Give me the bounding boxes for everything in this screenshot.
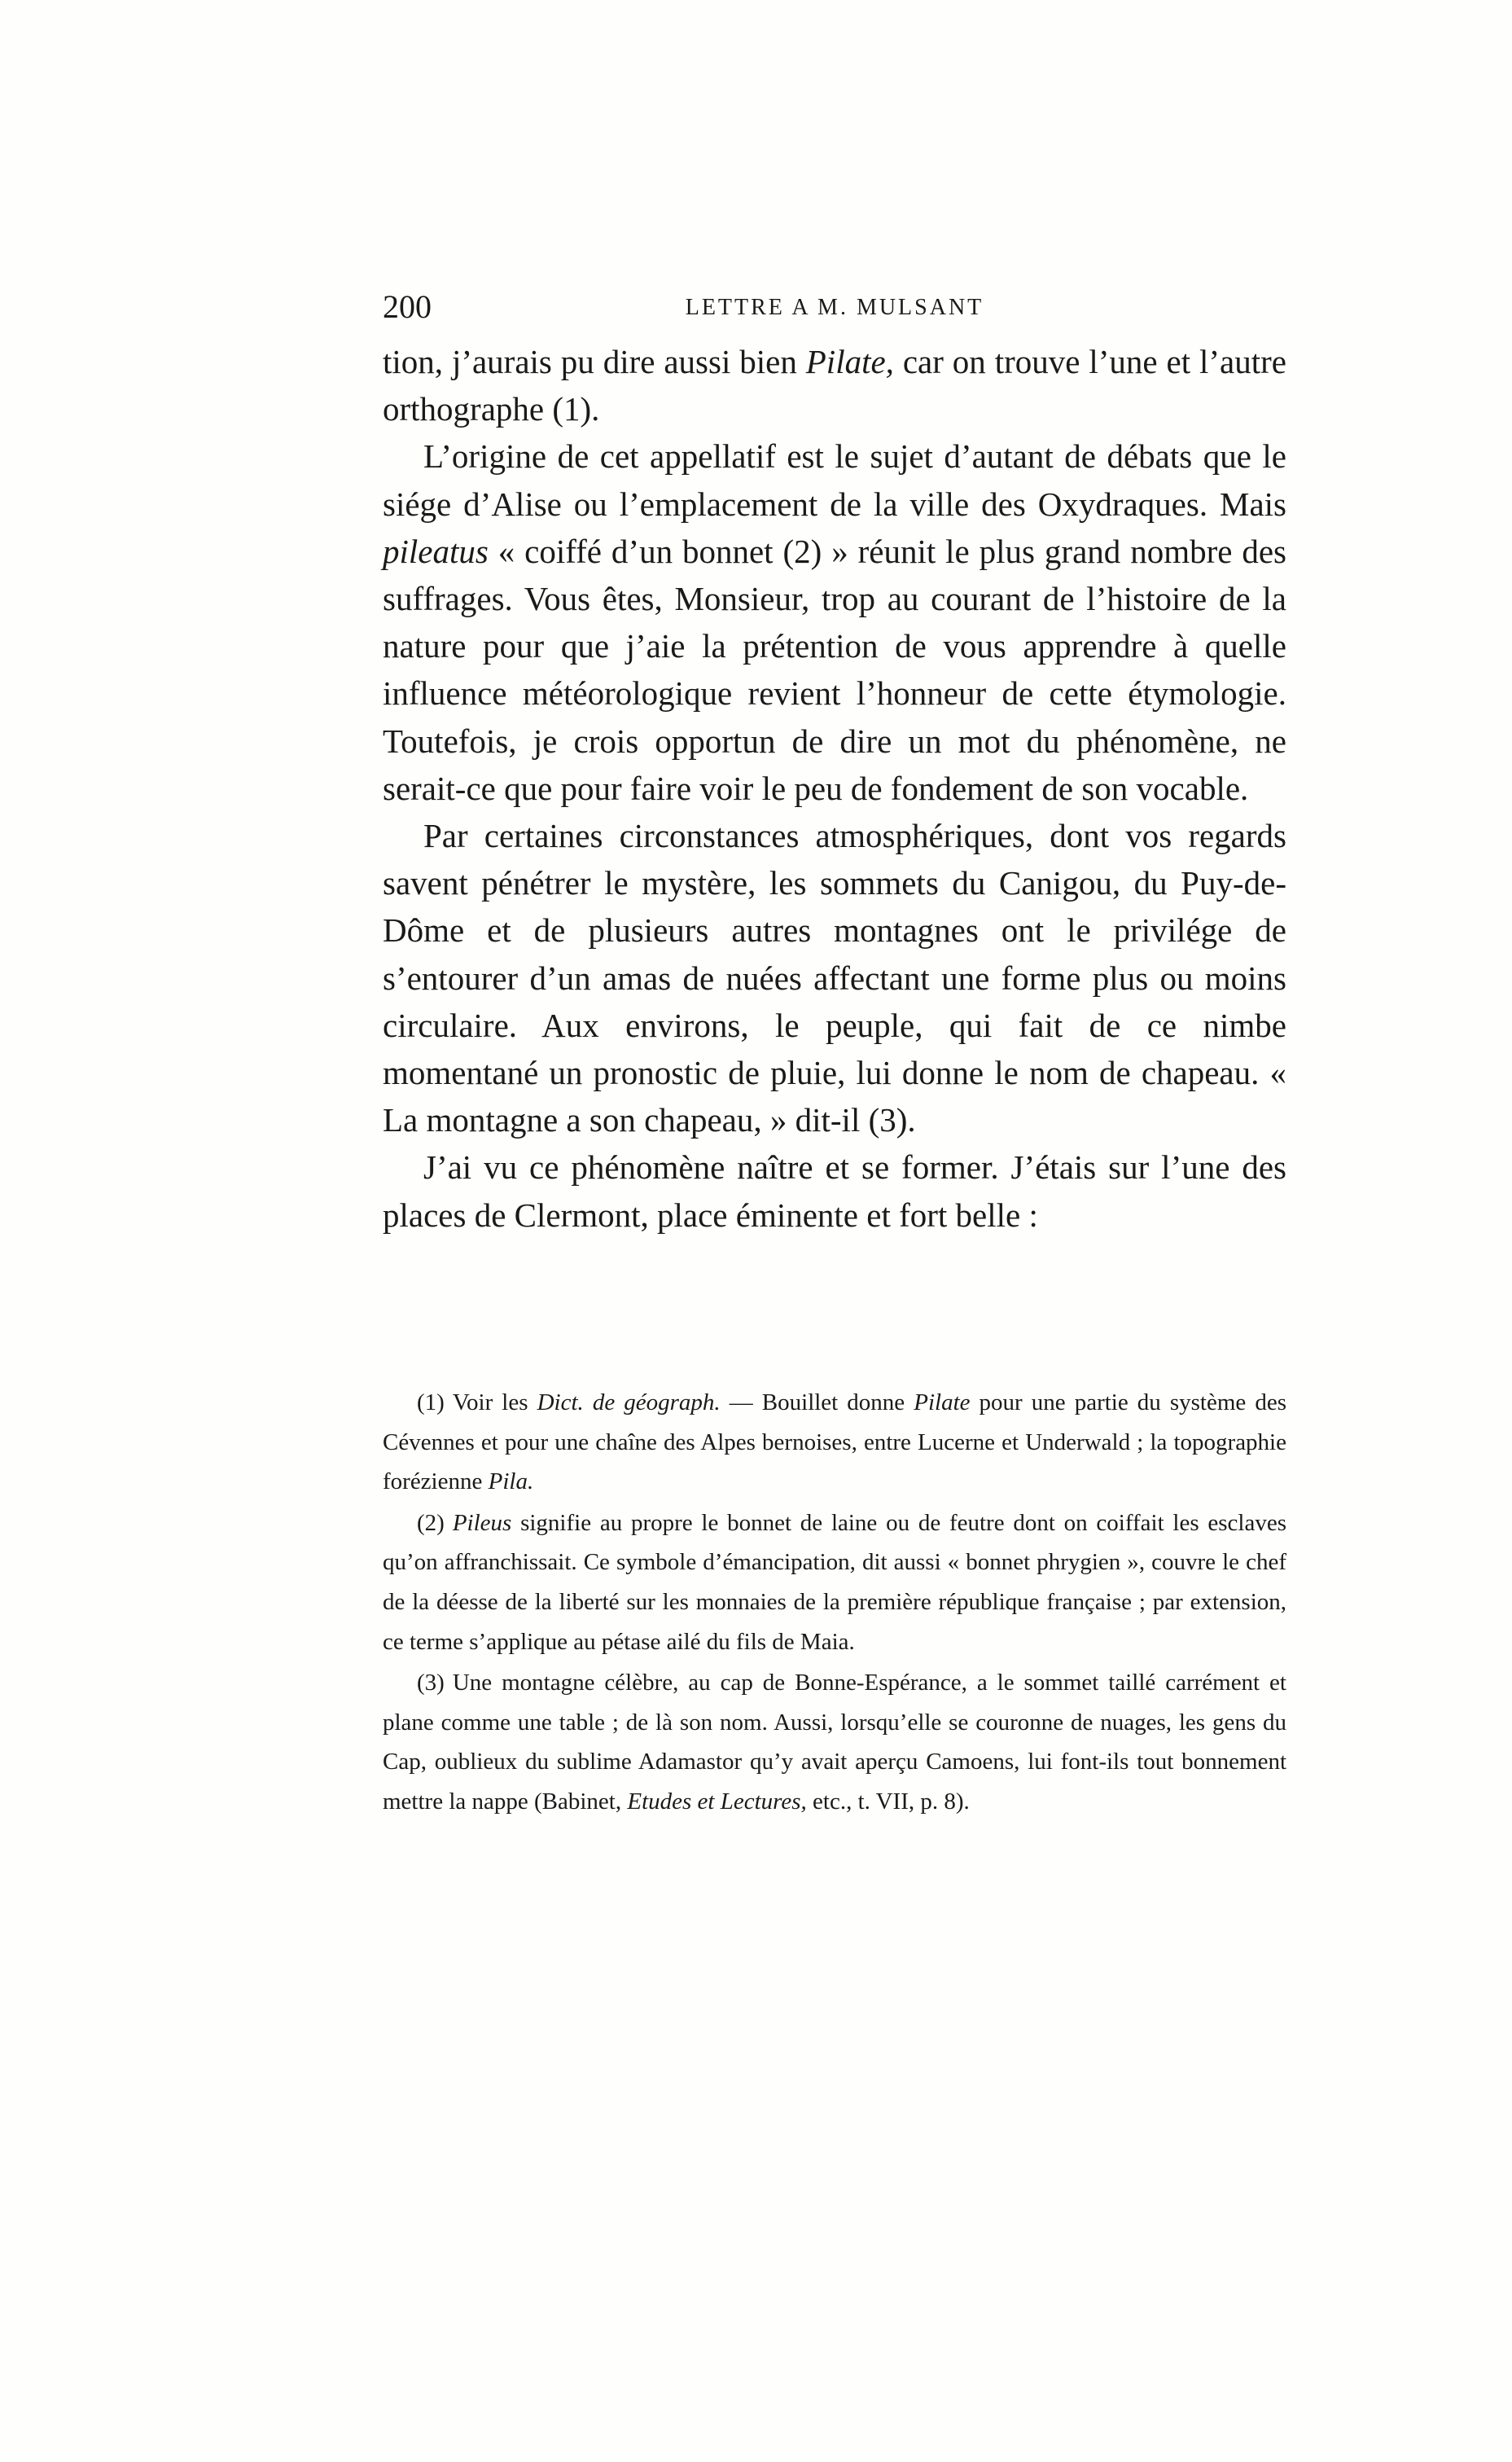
paragraph-2-text-a: L’origine de cet appellatif est le sujet d’autant de débats que le siége d’Alise ou l’emplacement de la ville des Oxydraques. Mais (383, 437, 1286, 523)
paragraph-1 (383, 338, 1286, 432)
page-number: 200 (383, 288, 432, 325)
footnote-2-number: (2) (417, 1509, 445, 1536)
footnote-1-text-c: pour une partie du système des Cévennes et pour une chaîne des Alpes bernoises, entre Lucerne et Underwald ; la topographie forézienne (383, 1389, 1286, 1495)
footnote-3-number: (3) (417, 1670, 445, 1696)
paragraph-2-italic: pileatus (383, 532, 489, 570)
page-header (383, 287, 1286, 327)
footnote-3-text-a: Une montagne célèbre, au cap de Bonne-Espérance, a le sommet taillé carrément et plane comme une table ; de là son nom. Aussi, lorsqu’elle se couronne de nuages, les gens du Cap, oublieux du sublime Adamastor qu’y avait aperçu Camoens, lui font-ils tout bonnement mettre la nappe (Babinet, (383, 1670, 1286, 1815)
footnote-3 (383, 1663, 1286, 1821)
footnotes (383, 1383, 1286, 1823)
footnote-1-text-b: — Bouillet donne (720, 1389, 914, 1415)
paragraph-1-italic: Pilate, (805, 343, 894, 380)
footnote-3-italic: Etudes et Lectures, (627, 1788, 807, 1815)
paragraph-1-text-b: car on trouve l’une et l’autre orthographe (1). (383, 343, 1286, 428)
footnote-1 (383, 1383, 1286, 1502)
footnote-1-number: (1) (417, 1389, 445, 1415)
footnote-3-text-b: etc., t. VII, p. 8). (806, 1788, 970, 1815)
paragraph-2 (383, 432, 1286, 812)
paragraph-3: Par certaines circonstances atmosphériques, dont vos regards savent pénétrer le mystère, les sommets du Canigou, du Puy-de-Dôme et de plusieurs autres montagnes ont le privilége de s’entourer d’un amas de nuées affectant une forme plus ou moins circulaire. Aux environs, le peuple, qui fait de ce nimbe momentané un pronostic de pluie, lui donne le nom de chapeau. « La montagne a son chapeau, » dit-il (3). (383, 817, 1286, 1139)
footnote-1-italic-b: Pilate (914, 1389, 971, 1415)
paragraph-2-text-b: « coiffé d’un bonnet (2) » réunit le plus grand nombre des suffrages. Vous êtes, Monsieur, trop au courant de l’histoire de la nature pour que j’aie la prétention de vous apprendre à quelle influence météorologique revient l’honneur de cette étymologie. Toutefois, je crois opportun de dire un mot du phénomène, ne serait-ce que pour faire voir le peu de fondement de son vocable. (383, 532, 1286, 807)
footnote-1-italic-c: Pila. (488, 1468, 534, 1495)
paragraph-4: J’ai vu ce phénomène naître et se former. J’étais sur l’une des places de Clermont, place éminente et fort belle : (383, 1148, 1286, 1234)
footnote-2 (383, 1503, 1286, 1661)
main-text (383, 338, 1286, 1239)
paragraph-1-text-a: tion, j’aurais pu dire aussi bien (383, 343, 806, 380)
footnote-2-italic: Pileus (452, 1509, 512, 1536)
running-head: LETTRE A M. MULSANT (685, 295, 984, 320)
footnote-1-text-a: Voir les (452, 1389, 537, 1415)
footnote-2-text: signifie au propre le bonnet de laine ou de feutre dont on coiffait les esclaves qu’on affranchissait. Ce symbole d’émancipation, dit aussi « bonnet phrygien », couvre le chef de la déesse de la liberté sur les monnaies de la première république française ; par extension, ce terme s’applique au pétase ailé du fils de Maia. (383, 1509, 1286, 1655)
footnote-1-italic-a: Dict. de géograph. (537, 1389, 721, 1415)
